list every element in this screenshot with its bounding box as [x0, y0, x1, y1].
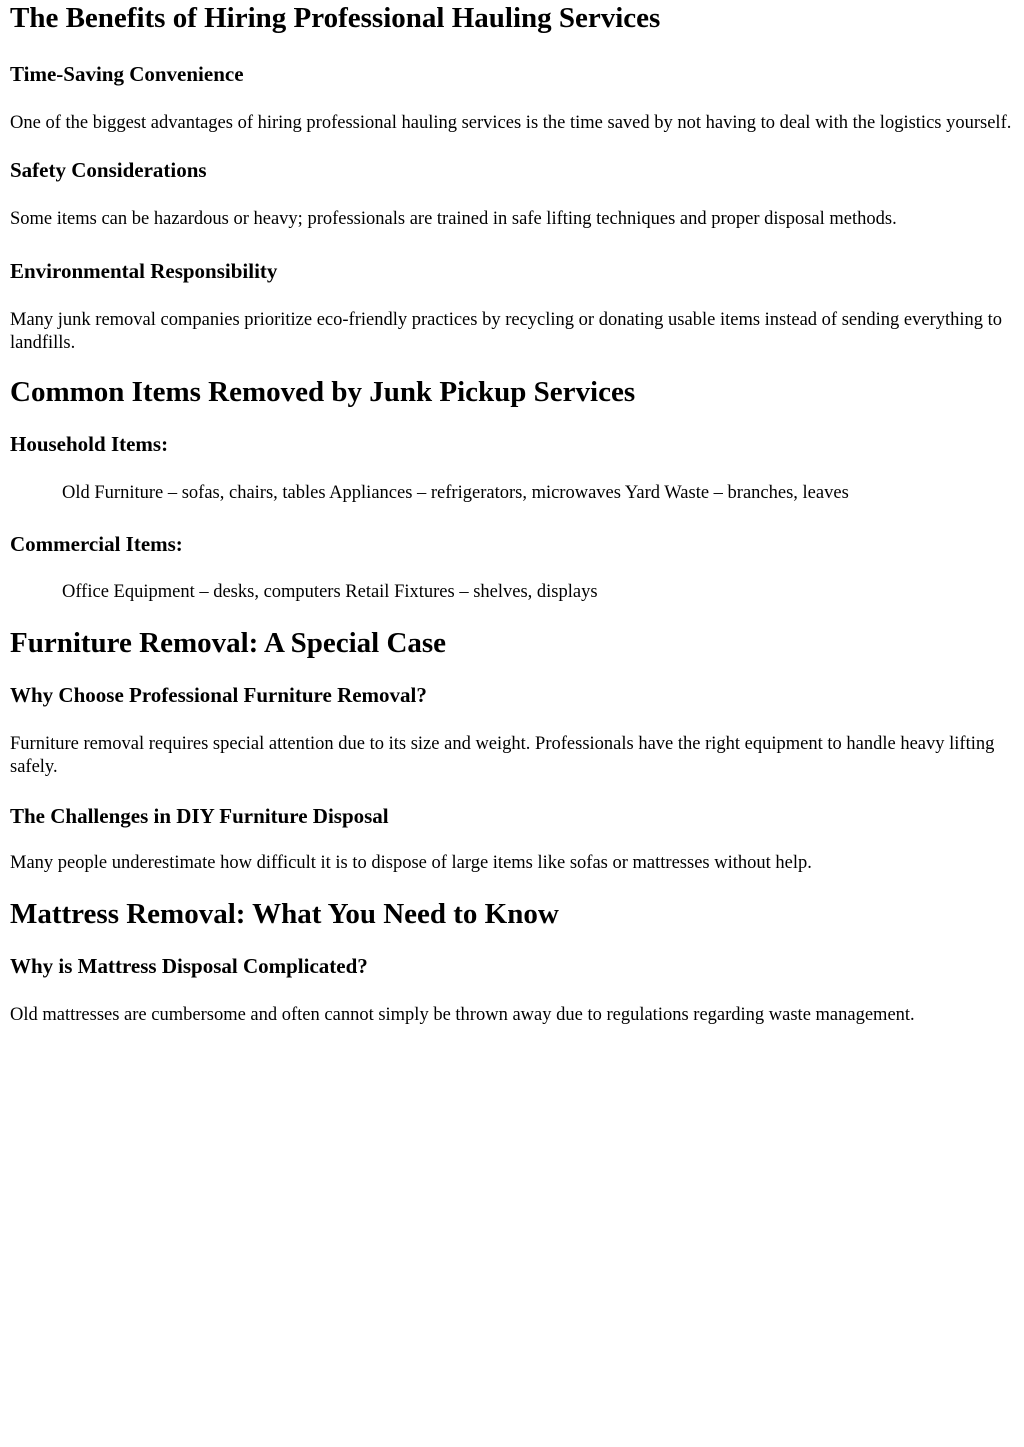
subheading-commercial-items: Commercial Items: — [10, 532, 183, 556]
subheading-safety: Safety Considerations — [10, 158, 207, 182]
commercial-items-list: Office Equipment – desks, computers Retail Fixtures – shelves, displays — [62, 582, 598, 602]
paragraph-why-professional-furniture: Furniture removal requires special attention due to its size and weight. Professionals have the right equipment to handle heavy lifting safely. — [10, 734, 995, 777]
paragraph-safety: Some items can be hazardous or heavy; professionals are trained in safe lifting techniques and proper disposal methods. — [10, 209, 897, 229]
household-items-list: Old Furniture – sofas, chairs, tables Appliances – refrigerators, microwaves Yard Waste – branches, leaves — [62, 483, 849, 503]
paragraph-time-saving: One of the biggest advantages of hiring professional hauling services is the time saved by not having to deal with the logistics yourself. — [10, 113, 1012, 133]
subheading-diy-challenges: The Challenges in DIY Furniture Disposal — [10, 804, 389, 828]
subheading-why-professional-furniture: Why Choose Professional Furniture Removal? — [10, 683, 427, 707]
section-title-hauling-benefits: The Benefits of Hiring Professional Hauling Services — [10, 2, 661, 34]
subheading-environmental: Environmental Responsibility — [10, 259, 278, 283]
paragraph-environmental: Many junk removal companies prioritize eco-friendly practices by recycling or donating usable items instead of sending everything to landfills. — [10, 310, 1003, 353]
subheading-household-items: Household Items: — [10, 432, 169, 456]
paragraph-diy-challenges: Many people underestimate how difficult it is to dispose of large items like sofas or mattresses without help. — [10, 853, 812, 873]
section-title-mattress-removal: Mattress Removal: What You Need to Know — [10, 898, 559, 930]
subheading-time-saving: Time-Saving Convenience — [10, 62, 244, 86]
section-title-common-items: Common Items Removed by Junk Pickup Services — [10, 376, 636, 408]
subheading-mattress-complicated: Why is Mattress Disposal Complicated? — [10, 954, 368, 978]
section-title-furniture-removal: Furniture Removal: A Special Case — [10, 627, 447, 659]
article-body — [0, 1, 1024, 1027]
paragraph-mattress-complicated: Old mattresses are cumbersome and often cannot simply be thrown away due to regulations regarding waste management. — [10, 1005, 915, 1025]
